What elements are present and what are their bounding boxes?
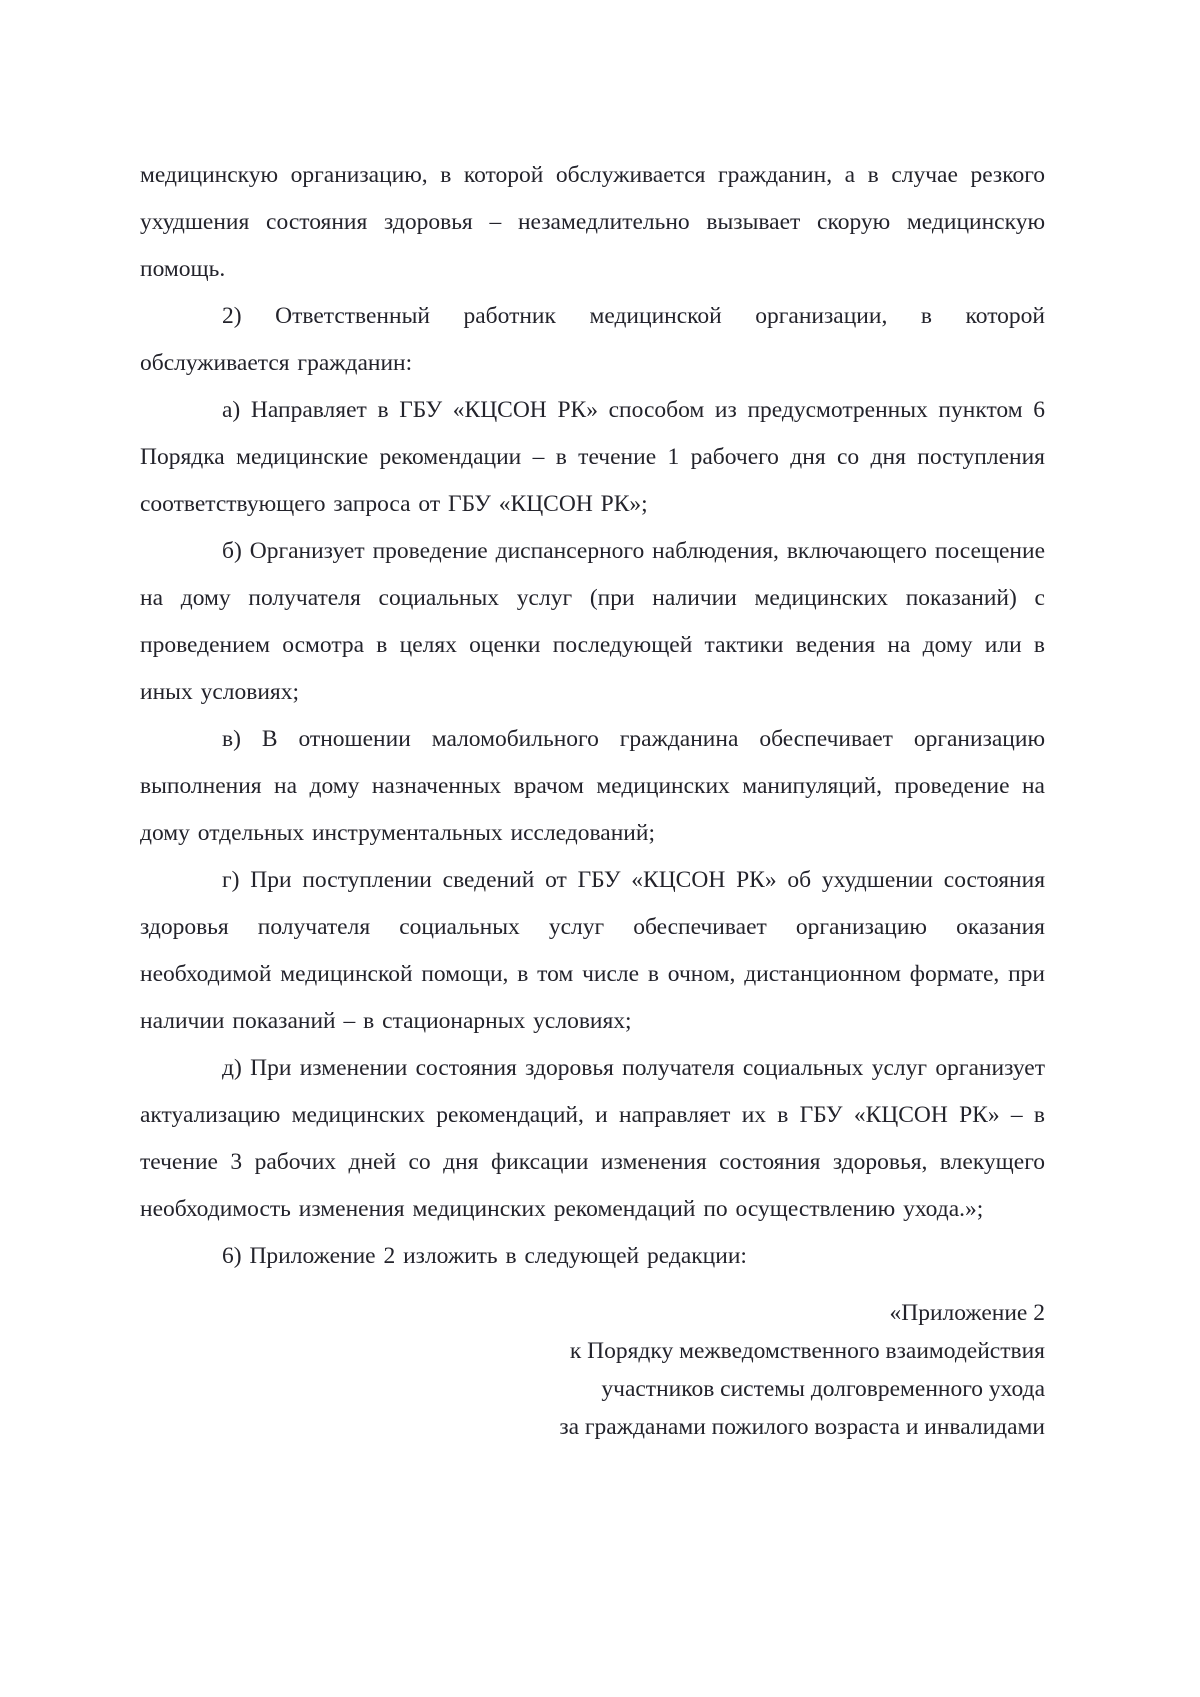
appendix-line: к Порядку межведомственного взаимодействия [569, 1338, 1045, 1364]
appendix-line: за гражданами пожилого возраста и инвалидами [559, 1414, 1045, 1440]
paragraph-continuation: медицинскую организацию, в которой обслуживается гражданин, а в случае резкого ухудшения состояния здоровья – незамедлительно вызывает скорую медицинскую помощь. [140, 162, 1045, 282]
paragraph-subitem-v: в) В отношении маломобильного гражданина обеспечивает организацию выполнения на дому назначенных врачом медицинских манипуляций, проведение на дому отдельных инструментальных исследований; [140, 726, 1045, 846]
appendix-title: «Приложение 2 [889, 1300, 1045, 1326]
paragraph-subitem-a: а) Направляет в ГБУ «КЦСОН РК» способом из предусмотренных пунктом 6 Порядка медицинские рекомендации – в течение 1 рабочего дня со дня поступления соответствующего запроса от ГБУ «КЦСОН РК»; [140, 397, 1045, 517]
paragraph-item-6: 6) Приложение 2 изложить в следующей редакции: [222, 1243, 747, 1269]
paragraph-subitem-b: б) Организует проведение диспансерного наблюдения, включающего посещение на дому получателя социальных услуг (при наличии медицинских показаний) с проведением осмотра в целях оценки последующей тактики ведения на дому или в иных условиях; [140, 538, 1045, 705]
paragraph-subitem-g: г) При поступлении сведений от ГБУ «КЦСОН РК» об ухудшении состояния здоровья получателя социальных услуг обеспечивает организацию оказания необходимой медицинской помощи, в том числе в очном, дистанционном формате, при наличии показаний – в стационарных условиях; [140, 867, 1045, 1034]
paragraph-item-2: 2) Ответственный работник медицинской организации, в которой обслуживается гражданин: [140, 303, 1045, 376]
document-content [140, 152, 1045, 1446]
appendix-line: участников системы долговременного ухода [601, 1376, 1045, 1402]
appendix-block [140, 1294, 1045, 1446]
paragraph-subitem-d: д) При изменении состояния здоровья получателя социальных услуг организует актуализацию медицинских рекомендаций, и направляет их в ГБУ «КЦСОН РК» – в течение 3 рабочих дней со дня фиксации изменения состояния здоровья, влекущего необходимость изменения медицинских рекомендаций по осуществлению ухода.»; [140, 1055, 1045, 1222]
